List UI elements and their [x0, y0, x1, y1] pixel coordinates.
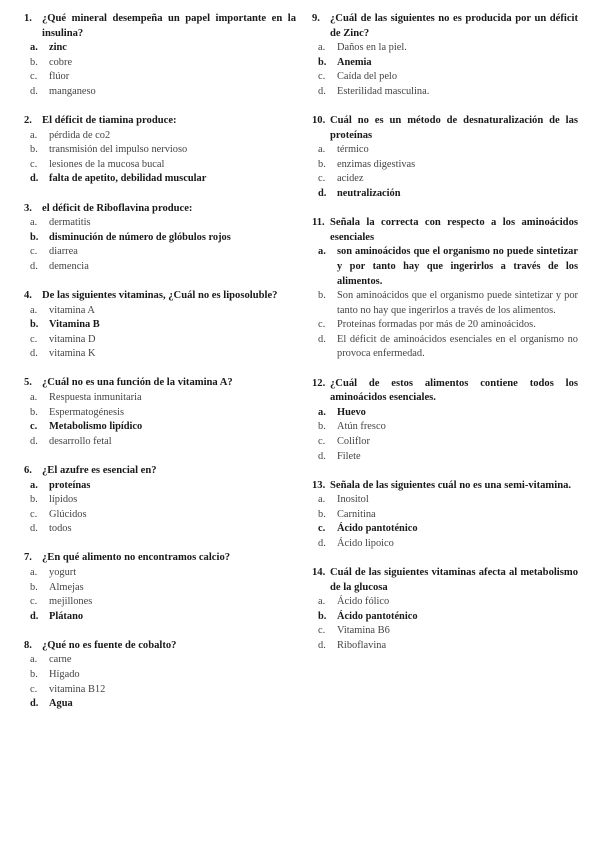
option-text: Plátano: [49, 610, 84, 622]
answer-option: [312, 143, 578, 158]
option-letter: c.: [318, 435, 326, 447]
option-letter: a.: [318, 596, 326, 608]
answer-option: [24, 56, 296, 71]
answer-options: [312, 406, 578, 464]
question-number: 6.: [24, 464, 32, 476]
answer-options: [24, 653, 296, 711]
answer-option: [312, 624, 578, 639]
answer-option-correct: [24, 697, 296, 712]
option-text: Respuesta inmunitaria: [49, 392, 142, 404]
option-text: Vitamina B6: [337, 625, 390, 637]
option-letter: d.: [30, 523, 38, 535]
answer-option: [24, 391, 296, 406]
question-block: [312, 566, 578, 654]
answer-option: [24, 508, 296, 523]
option-letter: b.: [318, 290, 326, 302]
option-text: proteínas: [49, 479, 91, 491]
question-text: ¿Cuál de las siguientes no es producida por un déficit de Zinc?: [330, 13, 578, 39]
answer-options: [312, 245, 578, 362]
answer-option: [312, 158, 578, 173]
question-heading: [312, 377, 578, 406]
answer-options: [24, 129, 296, 187]
option-letter: c.: [30, 683, 38, 695]
answer-option: [312, 508, 578, 523]
option-letter: c.: [318, 71, 326, 83]
answer-options: [312, 595, 578, 653]
answer-option: [312, 537, 578, 552]
option-text: Daños en la piel.: [337, 42, 407, 54]
answer-option-correct: [24, 479, 296, 494]
answer-option-correct: [24, 318, 296, 333]
question-block: [312, 479, 578, 552]
question-number: 8.: [24, 639, 32, 651]
option-letter: b.: [30, 319, 39, 331]
question-number: 9.: [312, 13, 320, 24]
option-letter: d.: [30, 260, 38, 272]
option-text: Carnitina: [337, 508, 376, 520]
option-text: El déficit de aminoácidos esenciales en el organismo no provoca enfermedad.: [337, 333, 578, 360]
question-text: Cuál de las siguientes vitaminas afecta al metabolismo de la glucosa: [330, 567, 578, 593]
answer-option-correct: [24, 231, 296, 246]
option-text: Ácido fólico: [337, 596, 390, 608]
answer-options: [24, 304, 296, 362]
answer-option: [24, 347, 296, 362]
option-letter: c.: [318, 173, 326, 185]
option-letter: b.: [30, 669, 38, 681]
option-text: Proteínas formadas por más de 20 aminoácidos.: [337, 319, 536, 331]
answer-option: [24, 129, 296, 144]
option-text: acidez: [337, 173, 364, 185]
option-text: Esterilidad masculina.: [337, 85, 430, 97]
question-text: Señala la correcta con respecto a los aminoácidos esenciales: [330, 217, 578, 243]
answer-option: [312, 639, 578, 654]
option-text: cobre: [49, 56, 73, 68]
option-letter: a.: [30, 217, 38, 229]
answer-option: [312, 420, 578, 435]
option-letter: d.: [30, 435, 38, 447]
option-text: vitamina A: [49, 304, 95, 316]
question-heading: [312, 566, 578, 595]
option-letter: b.: [318, 56, 327, 68]
question-block: [24, 12, 296, 100]
answer-option: [24, 653, 296, 668]
option-text: Ácido lipoico: [337, 538, 394, 549]
answer-option-correct: [24, 172, 296, 187]
answer-option: [24, 522, 296, 537]
option-text: flúor: [49, 71, 70, 83]
option-letter: c.: [30, 596, 38, 608]
option-letter: c.: [30, 246, 38, 258]
question-number: 5.: [24, 377, 32, 389]
answer-option-correct: [312, 406, 578, 421]
question-number: 14.: [312, 567, 326, 579]
option-text: falta de apetito, debilidad muscular: [49, 173, 207, 185]
option-text: térmico: [337, 144, 369, 156]
option-letter: d.: [318, 640, 326, 652]
answer-options: [24, 479, 296, 537]
option-text: Riboflavina: [337, 640, 387, 652]
question-block: [24, 376, 296, 449]
option-letter: d.: [30, 698, 39, 710]
option-letter: c.: [30, 158, 38, 170]
answer-options: [312, 143, 578, 201]
question-number: 11.: [312, 217, 325, 229]
option-text: Almejas: [49, 581, 84, 593]
option-text: Ácido pantoténico: [337, 523, 418, 535]
answer-options: [24, 216, 296, 274]
option-letter: a.: [30, 42, 38, 54]
option-text: vitamina D: [49, 333, 96, 345]
question-heading: [24, 376, 296, 391]
question-text: ¿El azufre es esencial en?: [42, 464, 157, 476]
question-number: 2.: [24, 115, 32, 127]
option-letter: b.: [318, 421, 326, 433]
answer-options: [312, 493, 578, 551]
answer-option: [24, 245, 296, 260]
answer-option-correct: [24, 610, 296, 625]
question-block: [24, 464, 296, 537]
question-block: [24, 114, 296, 187]
answer-option: [24, 70, 296, 85]
question-heading: [312, 114, 578, 143]
option-letter: d.: [30, 173, 39, 185]
option-text: Son aminoácidos que el organismo puede sintetizar y por tanto no hay que ingerirlos a través de los alimentos.: [337, 290, 578, 316]
option-text: diarrea: [49, 246, 78, 258]
option-letter: d.: [30, 610, 39, 622]
option-letter: b.: [30, 144, 38, 156]
option-text: disminución de número de glóbulos rojos: [49, 231, 231, 243]
option-text: manganeso: [49, 85, 96, 97]
option-letter: d.: [318, 85, 326, 97]
question-text: El déficit de tiamina produce:: [42, 115, 177, 127]
question-block: [24, 289, 296, 362]
option-text: lípidos: [49, 494, 78, 506]
option-letter: a.: [30, 567, 38, 578]
answer-option: [24, 143, 296, 158]
answer-option: [24, 216, 296, 231]
question-block: [312, 12, 578, 100]
option-text: desarrollo fetal: [49, 435, 112, 447]
option-letter: a.: [30, 304, 38, 316]
answer-option: [24, 566, 296, 581]
answer-option: [312, 333, 578, 362]
option-text: todos: [49, 523, 72, 535]
question-heading: [24, 639, 296, 654]
option-text: carne: [49, 654, 72, 666]
option-letter: b.: [318, 158, 326, 170]
answer-option: [24, 260, 296, 275]
option-text: Filete: [337, 450, 361, 462]
answer-option: [312, 435, 578, 450]
option-text: lesiones de la mucosa bucal: [49, 158, 165, 170]
answer-option: [24, 668, 296, 683]
answer-option: [312, 41, 578, 56]
option-text: Hígado: [49, 669, 80, 681]
option-text: Anemia: [337, 56, 372, 68]
option-text: Caída del pelo: [337, 71, 398, 83]
option-letter: b.: [30, 406, 38, 418]
option-letter: b.: [318, 508, 326, 520]
option-text: vitamina K: [49, 348, 96, 360]
question-heading: [24, 464, 296, 479]
option-text: yogurt: [49, 567, 77, 578]
option-text: enzimas digestivas: [337, 158, 416, 170]
answer-option-correct: [24, 41, 296, 56]
option-text: Ácido pantoténico: [337, 610, 418, 622]
option-text: son aminoácidos que el organismo no puede sintetizar y por tanto hay que ingerirlos a través de los alimentos.: [337, 246, 578, 287]
answer-option: [312, 172, 578, 187]
answer-option: [312, 595, 578, 610]
answer-option: [24, 581, 296, 596]
answer-option-correct: [312, 245, 578, 289]
option-letter: a.: [318, 144, 326, 156]
option-letter: c.: [30, 333, 38, 345]
question-heading: [24, 12, 296, 41]
option-letter: c.: [318, 319, 326, 331]
question-heading: [312, 12, 578, 41]
option-text: Huevo: [337, 406, 366, 418]
answer-option-correct: [312, 187, 578, 202]
question-number: 1.: [24, 13, 32, 24]
option-letter: d.: [30, 85, 38, 97]
option-letter: d.: [318, 538, 326, 549]
option-text: Vitamina B: [49, 319, 100, 331]
answer-option-correct: [312, 522, 578, 537]
answer-options: [24, 41, 296, 99]
answer-option: [24, 304, 296, 319]
question-number: 3.: [24, 202, 32, 214]
option-letter: c.: [30, 421, 38, 433]
option-letter: a.: [318, 42, 326, 54]
option-letter: b.: [318, 610, 327, 622]
answer-option: [24, 85, 296, 100]
answer-option: [24, 406, 296, 421]
question-number: 7.: [24, 552, 32, 564]
option-text: vitamina B12: [49, 683, 106, 695]
question-heading: [24, 202, 296, 217]
question-text: De las siguientes vitaminas, ¿Cuál no es liposoluble?: [42, 290, 278, 301]
answer-option: [24, 333, 296, 348]
question-text: Cuál no es un método de desnaturalización de las proteínas: [330, 115, 578, 141]
question-number: 12.: [312, 377, 326, 389]
question-block: [312, 377, 578, 465]
option-letter: b.: [30, 56, 38, 68]
question-block: [24, 551, 296, 624]
answer-option: [312, 289, 578, 318]
answer-options: [24, 566, 296, 624]
answer-option: [24, 158, 296, 173]
option-letter: c.: [318, 625, 326, 637]
option-text: transmisión del impulso nervioso: [49, 144, 188, 156]
option-letter: a.: [30, 479, 38, 491]
answer-options: [24, 391, 296, 449]
option-text: pérdida de co2: [49, 129, 111, 141]
option-text: neutralización: [337, 188, 401, 200]
option-letter: d.: [318, 333, 326, 345]
question-number: 13.: [312, 479, 326, 491]
answer-options: [312, 41, 578, 99]
question-text: el déficit de Riboflavina produce:: [42, 202, 193, 214]
option-letter: d.: [30, 348, 38, 360]
option-text: demencia: [49, 260, 89, 272]
option-text: dermatitis: [49, 217, 91, 229]
option-text: mejillones: [49, 596, 93, 608]
question-heading: [24, 114, 296, 129]
answer-option: [312, 70, 578, 85]
question-text: ¿Qué no es fuente de cobalto?: [42, 639, 177, 651]
option-text: Glúcidos: [49, 508, 87, 520]
option-letter: c.: [318, 523, 326, 535]
question-heading: [24, 551, 296, 566]
option-letter: a.: [30, 392, 38, 404]
question-number: 10.: [312, 115, 326, 127]
answer-option-correct: [312, 56, 578, 71]
option-letter: b.: [30, 581, 38, 593]
right-column: [312, 12, 578, 668]
question-text: ¿Cuál de estos alimentos contiene todos los aminoácidos esenciales.: [330, 377, 578, 404]
answer-option-correct: [312, 610, 578, 625]
option-letter: c.: [30, 508, 38, 520]
option-text: Agua: [49, 698, 73, 710]
question-text: ¿Cuál no es una función de la vitamina A?: [42, 377, 233, 389]
question-block: [24, 639, 296, 712]
question-heading: [312, 216, 578, 245]
option-text: Atún fresco: [337, 421, 386, 433]
answer-option: [312, 318, 578, 333]
option-letter: a.: [318, 494, 326, 506]
question-text: Señala de las siguientes cuál no es una semi-vitamina.: [330, 479, 572, 491]
question-number: 4.: [24, 290, 32, 301]
left-column: [24, 12, 296, 726]
question-block: [312, 216, 578, 362]
option-letter: b.: [30, 494, 38, 506]
option-text: Metabolismo lipídico: [49, 421, 143, 433]
answer-option: [24, 493, 296, 508]
option-letter: d.: [318, 450, 326, 462]
question-text: ¿Qué mineral desempeña un papel importante en la insulina?: [42, 13, 296, 39]
answer-option: [24, 683, 296, 698]
option-letter: a.: [30, 129, 38, 141]
question-block: [312, 114, 578, 202]
answer-option: [312, 493, 578, 508]
question-block: [24, 202, 296, 275]
option-letter: c.: [30, 71, 38, 83]
option-letter: b.: [30, 231, 39, 243]
answer-option: [24, 435, 296, 450]
option-text: Espermatogénesis: [49, 406, 125, 418]
answer-option: [312, 85, 578, 100]
option-text: Inositol: [337, 494, 369, 506]
option-letter: a.: [30, 654, 38, 666]
option-letter: a.: [318, 406, 326, 418]
answer-option: [312, 450, 578, 465]
question-heading: [24, 289, 296, 304]
question-heading: [312, 479, 578, 494]
option-text: Coliflor: [337, 435, 370, 447]
option-text: zinc: [49, 42, 67, 54]
answer-option: [24, 595, 296, 610]
option-letter: a.: [318, 246, 326, 258]
answer-option-correct: [24, 420, 296, 435]
question-text: ¿En qué alimento no encontramos calcio?: [42, 552, 231, 564]
option-letter: d.: [318, 188, 327, 200]
